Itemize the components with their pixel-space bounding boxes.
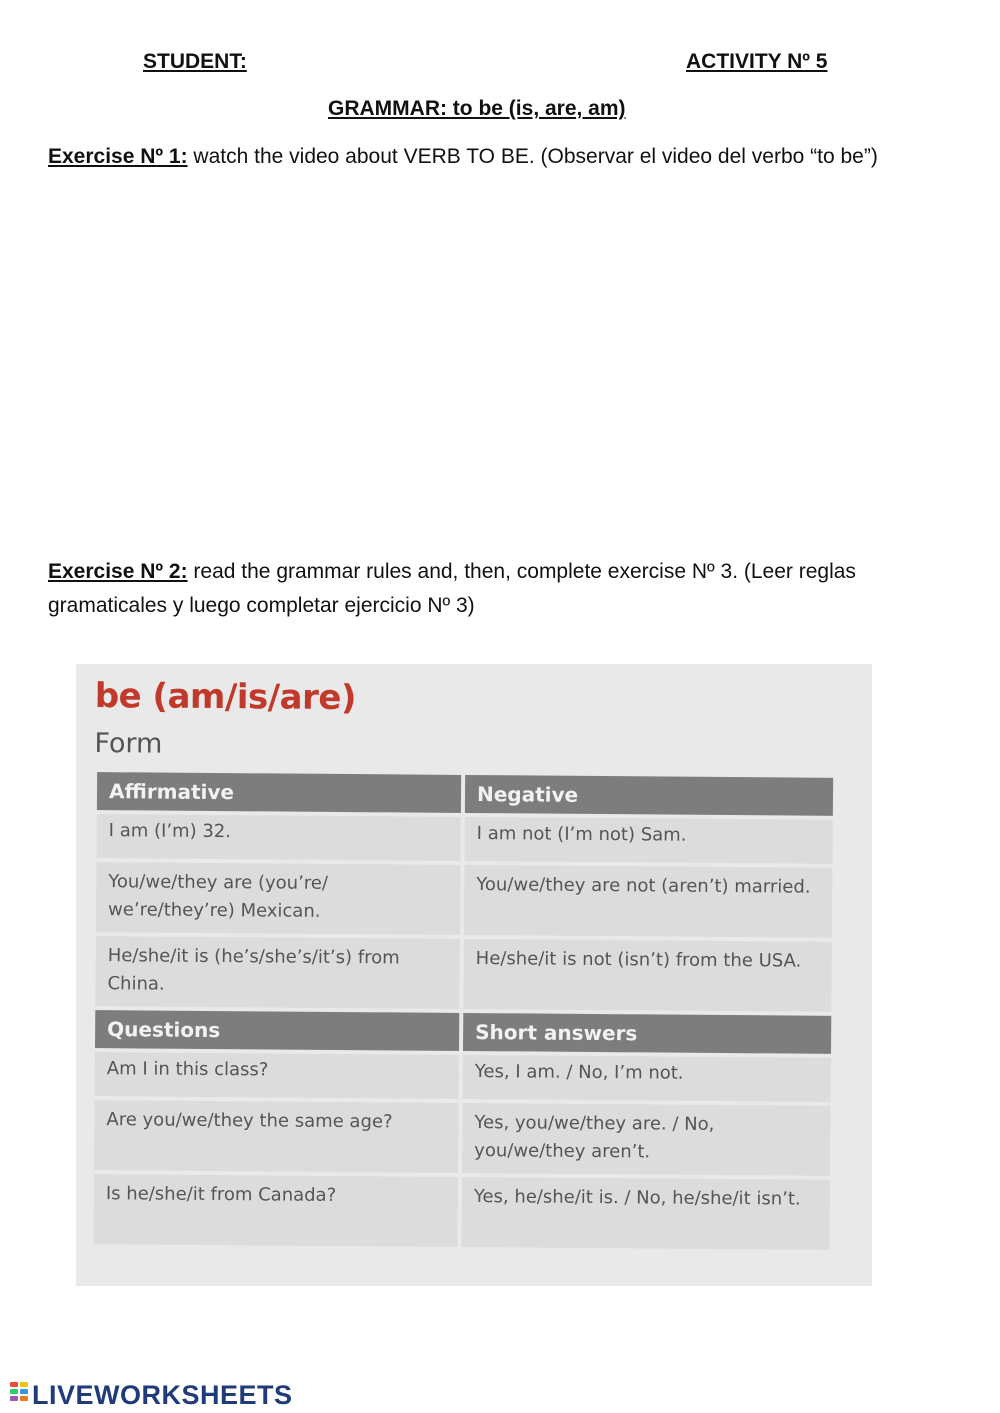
table-row	[92, 1098, 833, 1178]
grammar-subtitle: Form	[94, 728, 163, 760]
table-cell: I am (I’m) 32.	[94, 812, 462, 863]
exercise-2	[48, 555, 948, 623]
table-row	[91, 1172, 832, 1252]
table-cell: Yes, I am. / No, I’m not.	[461, 1053, 833, 1104]
table-cell: Are you/we/they the same age?	[92, 1098, 461, 1175]
grammar-title: be (am/is/are)	[94, 676, 357, 719]
exercise-2-text: read the grammar rules and, then, complete exercise Nº 3. (Leer reglas gramaticales y luego completar ejercicio Nº 3)	[48, 560, 856, 617]
table-cell: He/she/it is (he’s/she’s/it’s) from China.	[93, 934, 462, 1011]
student-label: STUDENT:	[143, 50, 247, 73]
table-cell: Yes, you/we/they are. / No, you/we/they aren’t.	[460, 1101, 833, 1178]
logo-icon	[10, 1382, 30, 1408]
liveworksheets-logo[interactable]	[10, 1380, 293, 1410]
logo-text: LIVEWORKSHEETS	[32, 1379, 293, 1410]
table-cell: Am I in this class?	[93, 1050, 461, 1101]
activity-label: ACTIVITY Nº 5	[686, 50, 828, 73]
page-title: GRAMMAR: to be (is, are, am)	[328, 97, 626, 120]
table-cell: You/we/they are (you’re/ we’re/they’re) Mexican.	[94, 860, 463, 937]
questions-header: Questions	[93, 1008, 461, 1053]
negative-header: Negative	[463, 773, 835, 818]
table-row	[93, 1050, 833, 1104]
grammar-table	[89, 768, 837, 1254]
table-row	[94, 812, 834, 866]
table-cell: You/we/they are not (aren’t) married.	[462, 863, 835, 940]
table-row	[93, 934, 834, 1014]
table-cell: He/she/it is not (isn’t) from the USA.	[461, 937, 834, 1014]
exercise-2-label: Exercise Nº 2:	[48, 560, 188, 583]
table-cell: Yes, he/she/it is. / No, he/she/it isn’t.	[459, 1175, 832, 1252]
grammar-photo	[76, 664, 872, 1286]
short-answers-header: Short answers	[461, 1011, 833, 1056]
exercise-1	[48, 140, 948, 174]
exercise-1-text: watch the video about VERB TO BE. (Observar el video del verbo “to be”)	[187, 145, 878, 168]
table-cell: I am not (I’m not) Sam.	[462, 815, 834, 866]
table-row	[94, 860, 835, 940]
affirmative-header: Affirmative	[95, 770, 463, 815]
exercise-1-label: Exercise Nº 1:	[48, 145, 188, 168]
table-cell: Is he/she/it from Canada?	[91, 1172, 460, 1249]
